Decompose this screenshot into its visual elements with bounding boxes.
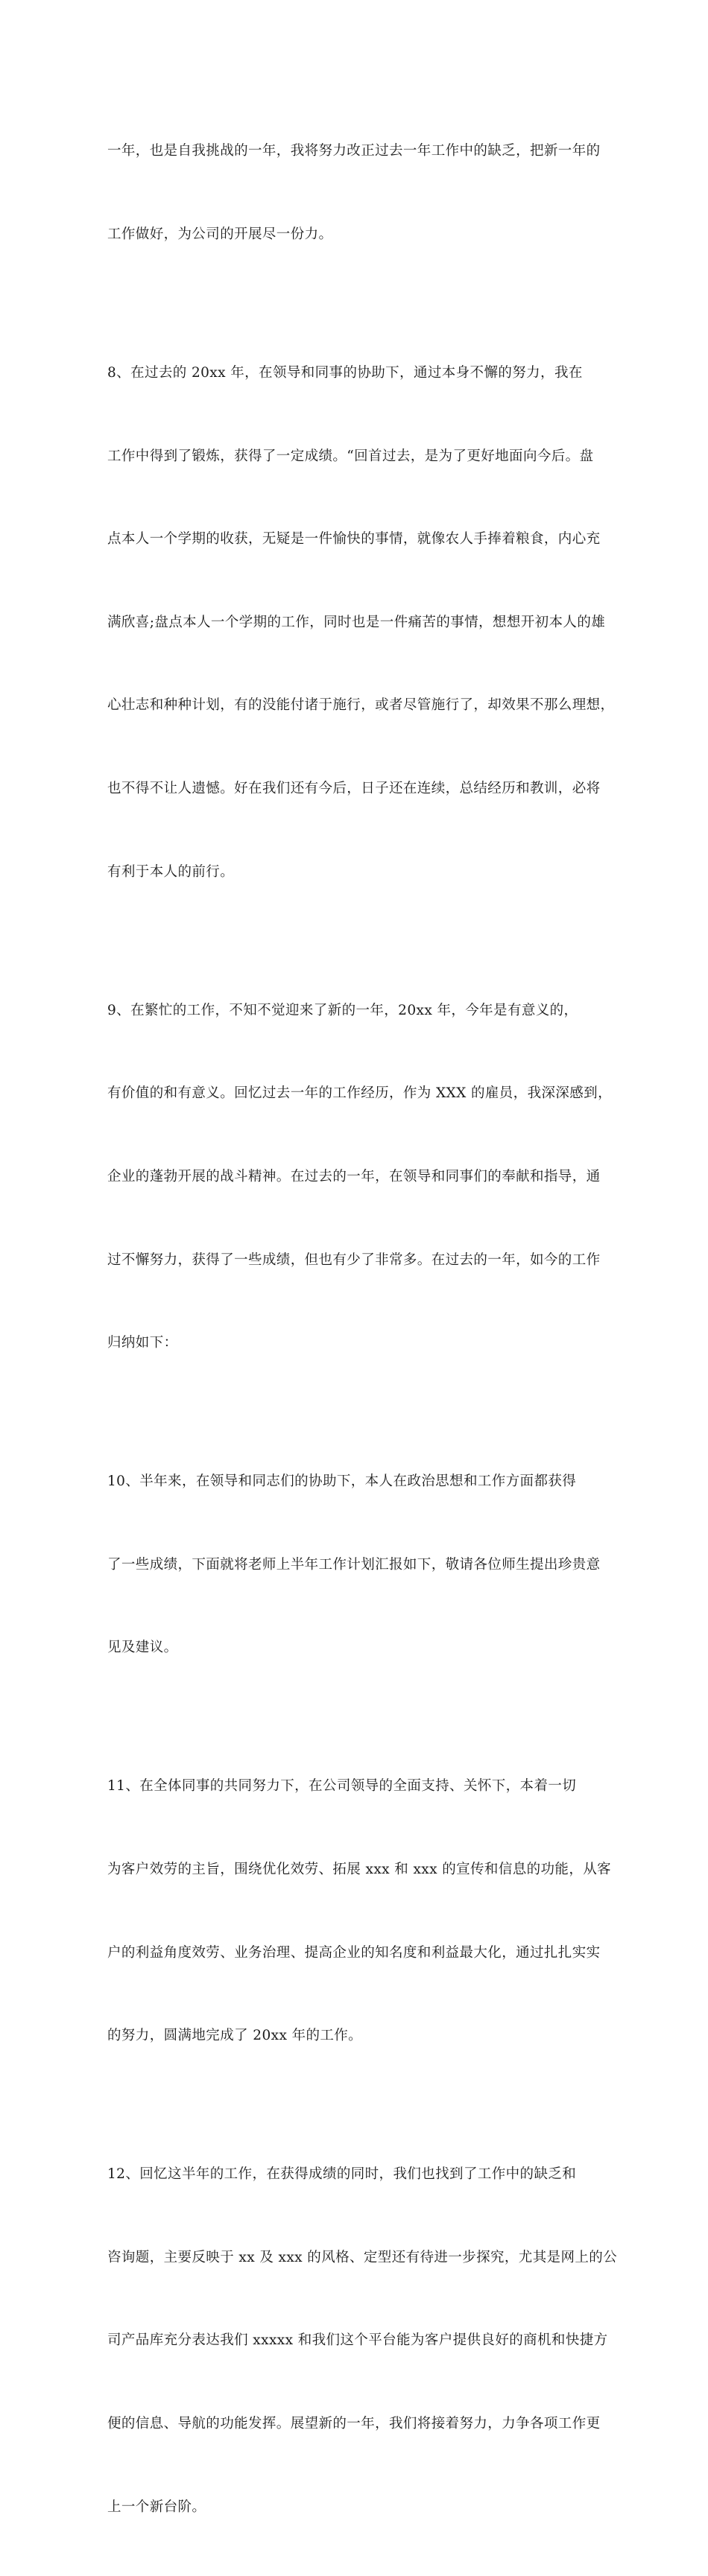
text-line: 有利于本人的前行。 — [107, 863, 235, 880]
text-line: 10、半年来，在领导和同志们的协助下，本人在政治思想和工作方面都获得 — [107, 1473, 577, 1490]
text-line: 工作中得到了锻炼，获得了一定成绩。“回首过去，是为了更好地面向今后。盘 — [107, 448, 594, 464]
paragraph-intro — [107, 82, 601, 304]
text-line: 也不得不让人遗憾。好在我们还有今后，日子还在连续，总结经历和教训，必将 — [107, 781, 601, 797]
text-line: 心壮志和种种计划，有的没能付诸于施行，或者尽管施行了，却效果不那么理想， — [107, 697, 615, 714]
document-body — [107, 82, 618, 2576]
paragraph-item-10 — [107, 1412, 601, 1717]
text-line: 点本人一个学期的收获，无疑是一件愉快的事情，就像农人手捧着粮食，内心充 — [107, 531, 601, 548]
paragraph-item-9 — [107, 941, 612, 1412]
text-line: 8、在过去的 20xx 年，在领导和同事的协助下，通过本身不懈的努力，我在 — [107, 365, 583, 381]
text-line: 的努力，圆满地完成了 20xx 年的工作。 — [107, 2028, 363, 2044]
text-line: 了一些成绩，下面就将老师上半年工作计划汇报如下，敬请各位师生提出珍贵意 — [107, 1556, 601, 1573]
text-line: 户的利益角度效劳、业务治理、提高企业的知名度和利益最大化，通过扎扎实实 — [107, 1944, 601, 1961]
text-line: 一年，也是自我挑战的一年，我将努力改正过去一年工作中的缺乏，把新一年的 — [107, 143, 601, 159]
text-line: 工作做好，为公司的开展尽一份力。 — [107, 226, 333, 243]
text-line: 咨询题，主要反映于 xx 及 xxx 的风格、定型还有待进一步探究，尤其是网上的公 — [107, 2249, 618, 2265]
text-line: 企业的蓬勃开展的战斗精神。在过去的一年，在领导和同事们的奉献和指导，通 — [107, 1168, 601, 1184]
text-line: 满欣喜;盘点本人一个学期的工作，同时也是一件痛苦的事情，想想开初本人的雄 — [107, 614, 606, 630]
text-line: 有价值的和有意义。回忆过去一年的工作经历，作为 XXX 的雇员，我深深感到， — [107, 1085, 612, 1102]
text-line: 12、回忆这半年的工作，在获得成绩的同时，我们也找到了工作中的缺乏和 — [107, 2166, 577, 2183]
paragraph-item-11 — [107, 1717, 612, 2105]
paragraph-item-12 — [107, 2105, 618, 2576]
text-line: 11、在全体同事的共同努力下，在公司领导的全面支持、关怀下，本着一切 — [107, 1778, 577, 1795]
text-line: 上一个新台阶。 — [107, 2499, 206, 2515]
text-line: 过不懈努力，获得了一些成绩，但也有少了非常多。在过去的一年，如今的工作 — [107, 1251, 601, 1268]
text-line: 司产品库充分表达我们 xxxxx 和我们这个平台能为客户提供良好的商机和快捷方 — [107, 2332, 608, 2349]
text-line: 归纳如下： — [107, 1335, 178, 1351]
text-line: 为客户效劳的主旨，围绕优化效劳、拓展 xxx 和 xxx 的宣传和信息的功能，从客 — [107, 1862, 612, 1877]
text-line: 便的信息、导航的功能发挥。展望新的一年，我们将接着努力，力争各项工作更 — [107, 2416, 601, 2432]
text-line: 9、在繁忙的工作，不知不觉迎来了新的一年，20xx 年，今年是有意义的， — [107, 1002, 578, 1018]
paragraph-item-8 — [107, 304, 615, 942]
text-line: 见及建议。 — [107, 1640, 178, 1656]
